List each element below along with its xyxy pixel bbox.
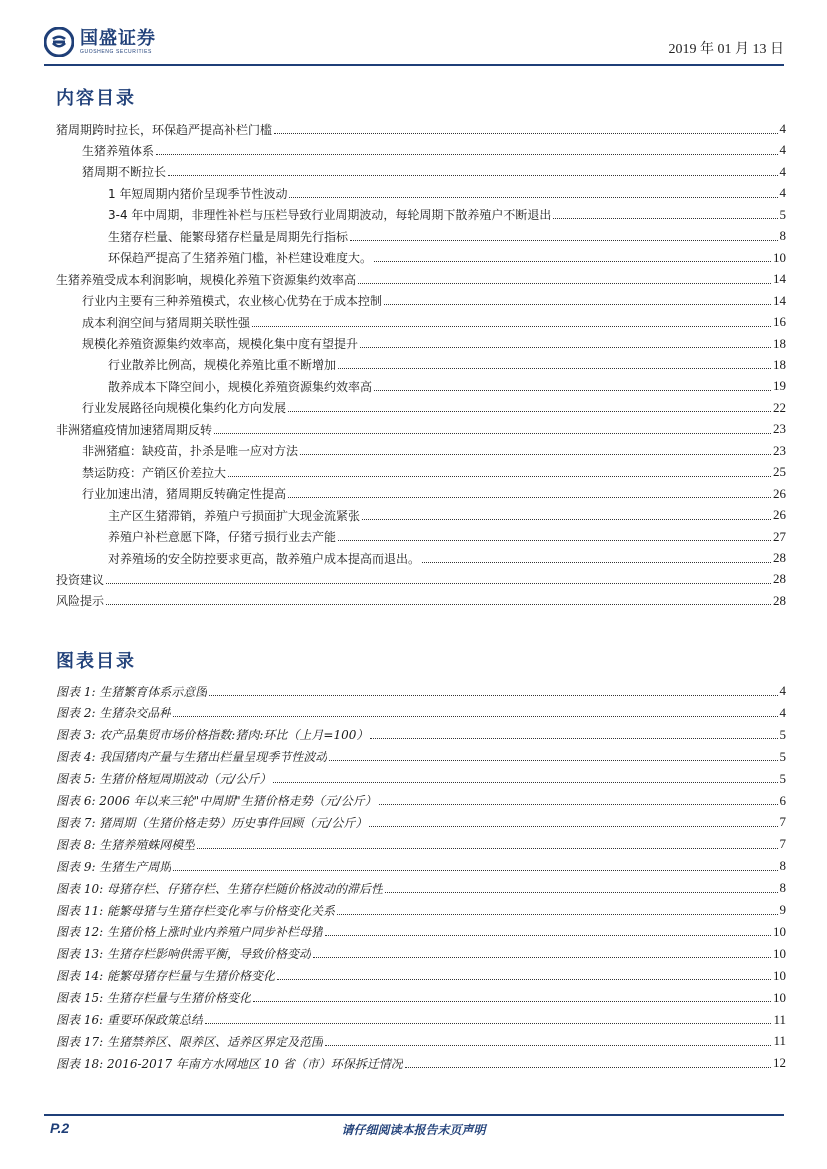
- dot-leader: [209, 695, 777, 696]
- dot-leader: [173, 870, 777, 871]
- figure-entry-page: 11: [773, 1011, 786, 1027]
- figure-entry-title: 图表 9: 生猪生产周期: [56, 859, 172, 874]
- toc-entry-title: 规模化养殖资源集约效率高，规模化集中度有望提升: [82, 337, 359, 351]
- toc-entry-title: 行业内主要有三种养殖模式，农业核心优势在于成本控制: [82, 294, 383, 309]
- dot-leader: [329, 760, 777, 761]
- toc-entry-title: 非洲猪瘟疫情加速猪周期反转: [56, 422, 213, 437]
- page-header: [44, 22, 784, 62]
- toc-entry-page: 19: [773, 378, 786, 394]
- figure-entry-title: 图表 17: 生猪禁养区、限养区、适养区界定及范围: [56, 1034, 323, 1049]
- dot-leader: [214, 433, 771, 434]
- figure-entry[interactable]: [56, 943, 786, 965]
- dot-leader: [362, 519, 771, 520]
- header-divider: [44, 64, 784, 66]
- dot-leader: [369, 826, 777, 827]
- toc-entry-page: 5: [779, 206, 786, 222]
- dot-leader: [300, 454, 771, 455]
- figure-entry-title: 图表 6: 2006 年以来三轮"中周期"生猪价格走势（元/公斤）: [56, 794, 377, 808]
- figure-entry-page: 10: [773, 989, 786, 1005]
- toc-entry-title: 投资建议: [56, 572, 105, 587]
- dot-leader: [325, 1045, 772, 1046]
- figure-entry-page: 12: [773, 1055, 786, 1071]
- toc-entry[interactable]: [82, 483, 786, 505]
- figure-entry[interactable]: [56, 790, 786, 812]
- figure-entry-page: 8: [779, 880, 786, 896]
- dot-leader: [338, 540, 771, 541]
- figure-entry-title: 图表 3: 农产品集贸市场价格指数:猪肉:环比（上月=100）: [56, 728, 369, 743]
- toc-entry[interactable]: [82, 139, 786, 161]
- figure-entry-page: 7: [779, 836, 786, 852]
- toc-entry[interactable]: [56, 590, 786, 612]
- toc-entry[interactable]: [82, 397, 786, 419]
- toc-entry[interactable]: [82, 311, 786, 333]
- figure-entry[interactable]: [56, 833, 786, 855]
- figure-entry-title: 图表 13: 生猪存栏影响供需平衡，导致价格变动: [56, 947, 311, 962]
- dot-leader: [253, 1001, 771, 1002]
- figure-entry-page: 4: [779, 683, 786, 698]
- figure-entry[interactable]: [56, 680, 786, 702]
- dot-leader: [228, 476, 771, 477]
- report-date: 2019 年 01 月 13 日: [668, 42, 784, 57]
- toc-entry[interactable]: [56, 268, 786, 290]
- dot-leader: [273, 782, 777, 783]
- figure-entry[interactable]: [56, 855, 786, 877]
- figure-entry-page: 5: [779, 770, 786, 786]
- figure-list-title: 图表目录: [56, 651, 136, 672]
- toc-entry[interactable]: [108, 225, 786, 247]
- toc-entry-page: 8: [779, 228, 786, 244]
- toc-entry-title: 散养成本下降空间小，规模化养殖资源集约效率高: [108, 379, 373, 394]
- toc-entry-title: 禁运防疫：产销区价差拉大: [82, 465, 227, 480]
- figure-entry-title: 图表 11: 能繁母猪与生猪存栏变化率与价格变化关系: [56, 903, 335, 918]
- toc-entry[interactable]: [108, 354, 786, 376]
- disclaimer-note: 请仔细阅读本报告末页声明: [341, 1123, 486, 1137]
- toc-entry-title: 猪周期跨时拉长，环保趋严提高补栏门槛: [56, 122, 273, 137]
- figure-entry-title: 图表 14: 能繁母猪存栏量与生猪价格变化: [56, 969, 275, 984]
- figure-entry-title: 图表 15: 生猪存栏量与生猪价格变化: [56, 991, 251, 1006]
- toc-entry-page: 4: [779, 142, 786, 158]
- toc-entry-title: 3-4 年中周期，非理性补栏与压栏导致行业周期波动，每轮周期下散养殖户不断退出: [108, 208, 552, 223]
- dot-leader: [106, 583, 771, 584]
- figure-entry[interactable]: [56, 811, 786, 833]
- figure-entry-title: 图表 16: 重要环保政策总结: [56, 1013, 203, 1027]
- figure-entry-title: 图表 12: 生猪价格上涨时业内养殖户同步补栏母猪: [56, 925, 323, 940]
- toc-entry-title: 行业发展路径向规模化集约化方向发展: [82, 401, 287, 416]
- toc-entry-page: 28: [773, 571, 786, 587]
- toc-entry-title: 环保趋严提高了生猪养殖门槛，补栏建设难度大。: [108, 251, 373, 266]
- dot-leader: [337, 914, 778, 915]
- dot-leader: [288, 497, 771, 498]
- toc-entry[interactable]: [108, 504, 786, 526]
- toc-entry-page: 4: [779, 185, 786, 201]
- logo-chinese-name: 国盛证券: [80, 27, 156, 49]
- toc-entry-page: 26: [773, 485, 786, 501]
- dot-leader: [374, 390, 771, 391]
- figure-entry-page: 5: [779, 748, 786, 764]
- dot-leader: [422, 562, 771, 563]
- figure-entry-title: 图表 7: 猪周期（生猪价格走势）历史事件回顾（元/公斤）: [56, 815, 368, 830]
- dot-leader: [173, 716, 777, 717]
- toc-entry-page: 4: [779, 121, 786, 136]
- dot-leader: [205, 1023, 772, 1024]
- toc-entry-page: 10: [773, 249, 786, 265]
- figure-entry[interactable]: [56, 1009, 786, 1031]
- dot-leader: [338, 368, 771, 369]
- figure-entry[interactable]: [56, 921, 786, 943]
- dot-leader: [168, 175, 777, 176]
- toc-entry[interactable]: [56, 118, 786, 140]
- figure-entry-title: 图表 18: 2016-2017 年南方水网地区 10 省（市）环保拆迁情况: [56, 1056, 403, 1071]
- figure-entry-page: 9: [779, 902, 786, 917]
- toc-entry-page: 26: [773, 507, 786, 523]
- toc-entry-page: 4: [779, 163, 786, 179]
- figure-entry[interactable]: [56, 746, 786, 768]
- dot-leader: [288, 411, 771, 412]
- figure-entry[interactable]: [56, 1030, 786, 1052]
- figure-entry[interactable]: [56, 702, 786, 724]
- toc-entry-title: 1 年短周期内猪价呈现季节性波动: [108, 186, 288, 201]
- toc-entry[interactable]: [56, 568, 786, 590]
- toc-entry[interactable]: [82, 461, 786, 483]
- toc-title: 内容目录: [56, 88, 136, 109]
- figure-entry-title: 图表 4: 我国猪肉产量与生猪出栏量呈现季节性波动: [56, 750, 328, 765]
- dot-leader: [350, 240, 777, 241]
- toc-entry[interactable]: [108, 375, 786, 397]
- toc-entry-page: 23: [773, 442, 786, 458]
- toc-entry-title: 风险提示: [56, 594, 105, 609]
- toc-entry[interactable]: [82, 290, 786, 312]
- dot-leader: [289, 197, 777, 198]
- toc-entry-title: 主产区生猪滞销，养殖户亏损面扩大现金流紧张: [108, 508, 361, 523]
- page-number: P.2: [50, 1120, 70, 1136]
- toc-entry-page: 18: [773, 335, 786, 351]
- dot-leader: [553, 218, 777, 219]
- figure-entry[interactable]: [56, 965, 786, 987]
- toc-entry[interactable]: [108, 182, 786, 204]
- figure-entry-page: 10: [773, 945, 786, 961]
- figure-entry-page: 5: [779, 726, 786, 742]
- figure-entry-page: 7: [779, 814, 786, 830]
- dot-leader: [405, 1067, 771, 1068]
- company-logo: [44, 22, 156, 62]
- toc-entry-page: 23: [773, 421, 786, 437]
- figure-entry-page: 8: [779, 858, 786, 874]
- toc-entry[interactable]: [82, 333, 786, 355]
- toc-entry-title: 生猪存栏量、能繁母猪存栏量是周期先行指标: [108, 229, 349, 244]
- dot-leader: [156, 154, 777, 155]
- toc-entry[interactable]: [108, 247, 786, 269]
- toc-entry-title: 猪周期不断拉长: [82, 165, 167, 180]
- toc-entry-page: 27: [773, 528, 786, 544]
- toc-entry[interactable]: [108, 526, 786, 548]
- toc-entry[interactable]: [56, 418, 786, 440]
- dot-leader: [379, 804, 778, 805]
- dot-leader: [360, 347, 771, 348]
- figure-entry-title: 图表 2: 生猪杂交品种: [56, 706, 172, 721]
- toc-entry-page: 25: [773, 464, 786, 480]
- dot-leader: [385, 892, 778, 893]
- toc-entry-page: 28: [773, 592, 786, 608]
- figure-entry-page: 11: [773, 1033, 786, 1049]
- toc-entry-page: 16: [773, 314, 786, 330]
- toc-entry-page: 22: [773, 399, 786, 415]
- dot-leader: [274, 133, 777, 134]
- toc-entry-title: 生猪养殖受成本利润影响，规模化养殖下资源集约效率高: [56, 272, 357, 287]
- dot-leader: [358, 283, 771, 284]
- toc-entry-title: 非洲猪瘟：缺疫苗，扑杀是唯一应对方法: [82, 444, 299, 459]
- toc-entry-title: 成本利润空间与猪周期关联性强: [82, 315, 251, 330]
- dot-leader: [313, 957, 771, 958]
- figure-entry-page: 4: [779, 704, 786, 720]
- toc-entry-title: 对养殖场的安全防控要求更高，散养殖户成本提高而退出。: [108, 551, 421, 566]
- toc-entry[interactable]: [108, 547, 786, 569]
- dot-leader: [252, 326, 771, 327]
- dot-leader: [277, 979, 771, 980]
- figure-entry-page: 10: [773, 923, 786, 939]
- toc-entry-page: 14: [773, 271, 786, 287]
- toc-entry-page: 14: [773, 292, 786, 308]
- dot-leader: [384, 304, 771, 305]
- toc-entry-page: 18: [773, 356, 786, 372]
- toc-entry-title: 行业加速出清，猪周期反转确定性提高: [82, 487, 287, 502]
- dot-leader: [197, 848, 777, 849]
- logo-english-name: GUOSHENG SECURITIES: [80, 48, 152, 55]
- toc-entry-title: 养殖户补栏意愿下降，仔猪亏损行业去产能: [108, 530, 337, 545]
- dot-leader: [325, 935, 771, 936]
- dot-leader: [374, 261, 771, 262]
- toc-entry[interactable]: [82, 161, 786, 183]
- dot-leader: [370, 738, 777, 739]
- figure-entry-title: 图表 10: 母猪存栏、仔猪存栏、生猪存栏随价格波动的滞后性: [56, 881, 383, 896]
- figure-entry[interactable]: [56, 987, 786, 1009]
- figure-entry-title: 图表 5: 生猪价格短周期波动（元/公斤）: [56, 772, 272, 787]
- figure-entry-title: 图表 1: 生猪繁育体系示意图: [56, 684, 208, 699]
- figure-entry-page: 6: [779, 792, 786, 808]
- footer-divider: [44, 1114, 784, 1116]
- figure-entry[interactable]: [56, 877, 786, 899]
- figure-entry[interactable]: [56, 768, 786, 790]
- toc-entry-page: 28: [773, 550, 786, 565]
- toc-entry[interactable]: [82, 440, 786, 462]
- toc-entry-title: 行业散养比例高，规模化养殖比重不断增加: [108, 358, 337, 373]
- toc-entry-title: 生猪养殖体系: [82, 143, 155, 158]
- figure-entry[interactable]: [56, 899, 786, 921]
- toc-entry[interactable]: [108, 204, 786, 226]
- dot-leader: [106, 604, 771, 605]
- figure-entry-title: 图表 8: 生猪养殖蛛网模型: [56, 837, 196, 852]
- figure-entry-page: 10: [773, 967, 786, 983]
- figure-entry[interactable]: [56, 724, 786, 746]
- logo-icon: [44, 27, 74, 57]
- figure-entry[interactable]: [56, 1052, 786, 1074]
